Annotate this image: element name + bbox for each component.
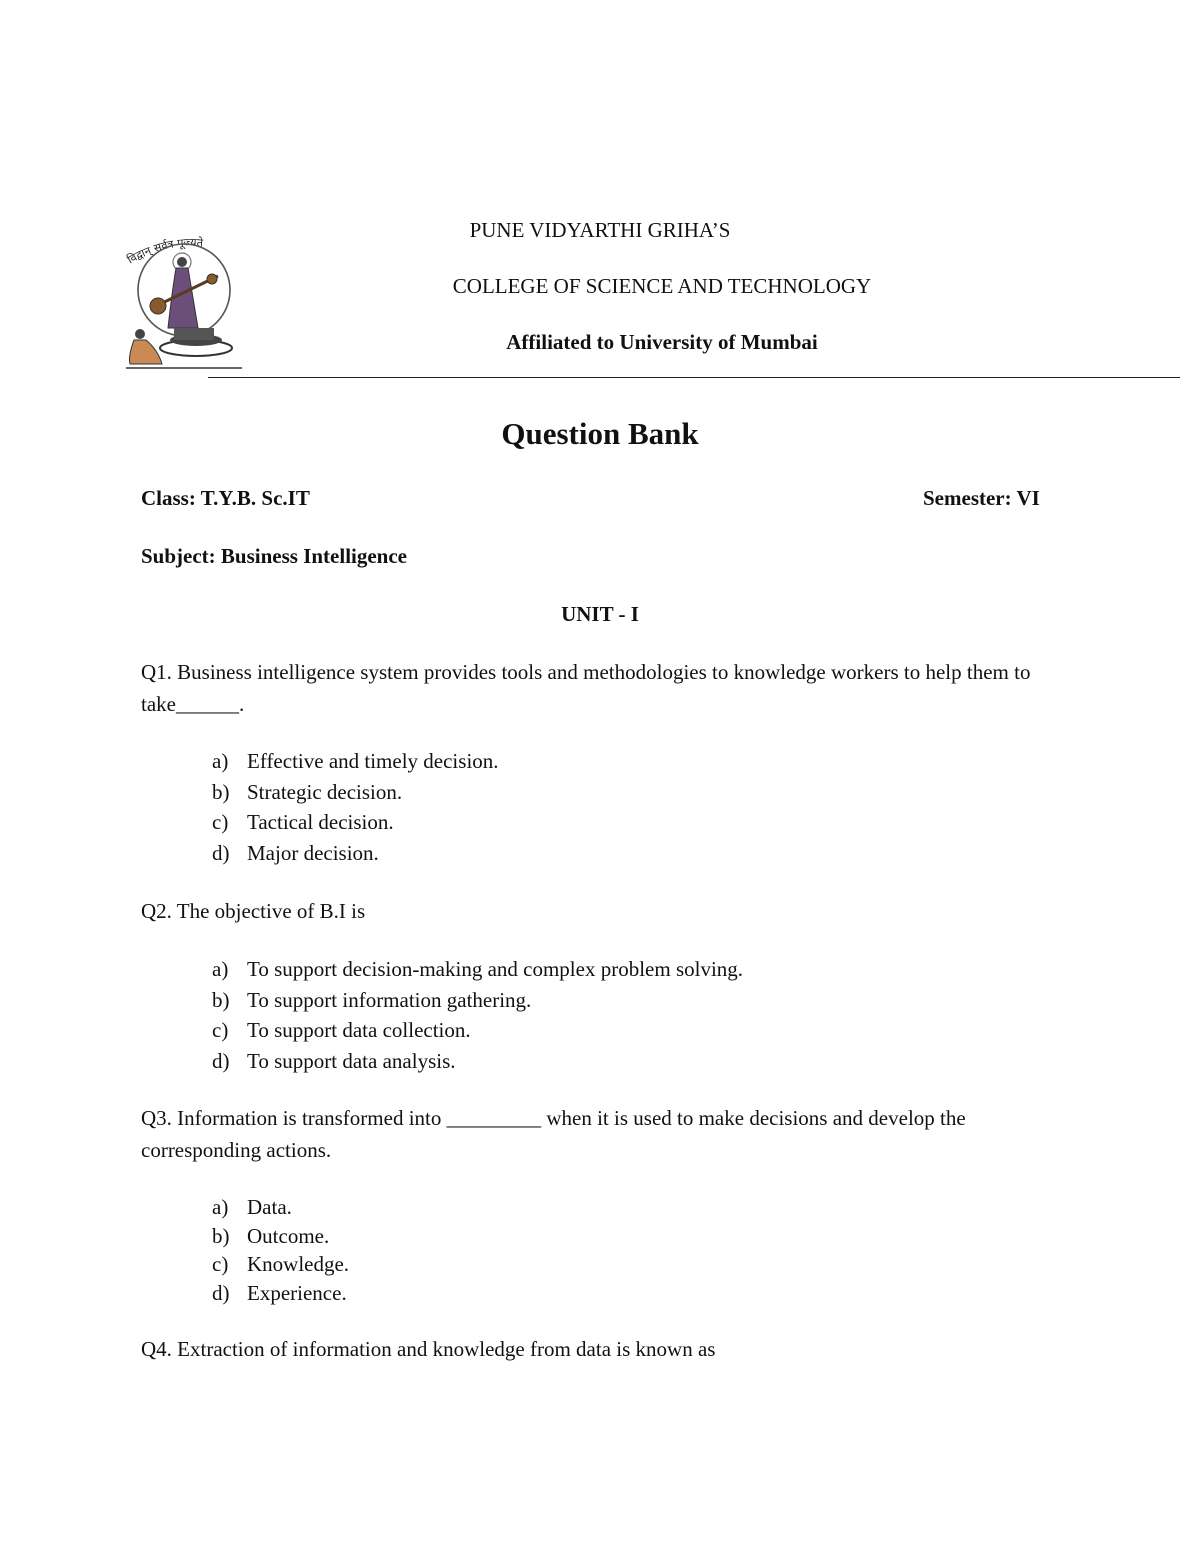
institution-name-line2: COLLEGE OF SCIENCE AND TECHNOLOGY	[452, 274, 872, 298]
option-item: a) Data.	[212, 1195, 292, 1219]
option-item: c) Tactical decision.	[212, 810, 394, 834]
semester-label: Semester: VI	[923, 486, 1040, 510]
affiliation-text: Affiliated to University of Mumbai	[506, 330, 818, 354]
option-item: b) Outcome.	[212, 1224, 330, 1248]
logo-motto: विद्वान् सर्वत्र पूज्यते	[125, 235, 204, 267]
option-item: a) Effective and timely decision.	[212, 749, 499, 773]
question-3: Q3. Information is transformed into _________ when it is used to make decisions and develop the corresponding actions.	[141, 1106, 966, 1162]
subject-label: Subject: Business Intelligence	[141, 544, 408, 568]
question-4: Q4. Extraction of information and knowledge from data is known as	[141, 1337, 716, 1361]
option-item: d) Experience.	[212, 1281, 347, 1305]
option-item: c) To support data collection.	[212, 1018, 471, 1042]
page-title: Question Bank	[501, 416, 699, 451]
class-label: Class: T.Y.B. Sc.IT	[141, 486, 310, 510]
question-1: Q1. Business intelligence system provides tools and methodologies to knowledge workers to help them to take______.	[141, 660, 1031, 716]
institution-name-line1: PUNE VIDYARTHI GRIHA’S	[469, 218, 731, 242]
option-item: c) Knowledge.	[212, 1252, 350, 1276]
header-divider	[208, 377, 1180, 378]
option-item: b) Strategic decision.	[212, 780, 403, 804]
option-item: d) Major decision.	[212, 841, 379, 865]
option-item: d) To support data analysis.	[212, 1049, 456, 1073]
option-item: a) To support decision-making and complex problem solving.	[212, 957, 744, 981]
unit-heading: UNIT - I	[561, 602, 639, 626]
option-item: b) To support information gathering.	[212, 988, 532, 1012]
question-2: Q2. The objective of B.I is	[141, 899, 366, 923]
